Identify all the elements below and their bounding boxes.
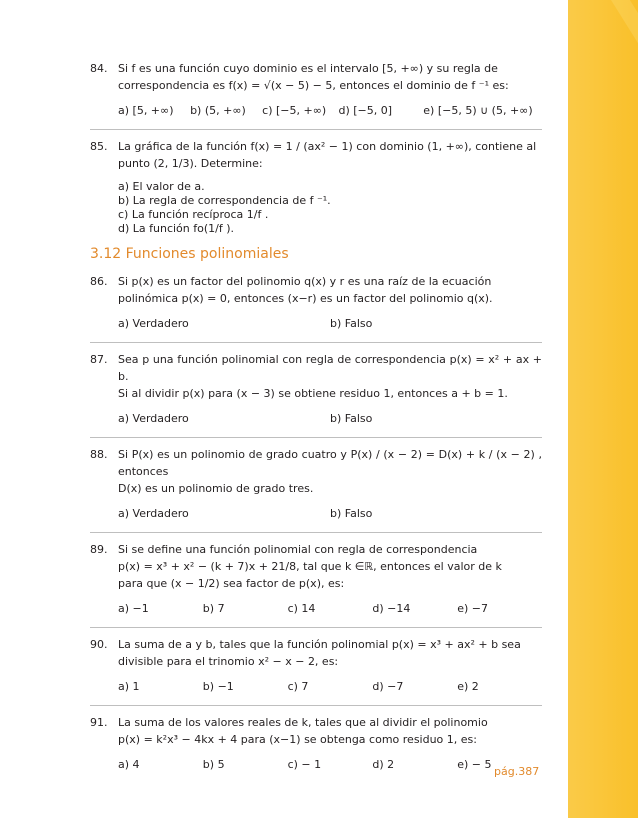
option-b: b) Falso bbox=[330, 507, 373, 520]
question-88 bbox=[90, 446, 542, 522]
option-b: b) −1 bbox=[202, 680, 234, 693]
answer-options bbox=[118, 505, 542, 522]
answer-options bbox=[118, 678, 542, 695]
question-86 bbox=[90, 273, 542, 332]
divider bbox=[90, 705, 542, 706]
option-d: d) −7 bbox=[372, 680, 404, 693]
answer-options bbox=[118, 410, 542, 427]
question-90 bbox=[90, 636, 542, 695]
subquestion-list bbox=[118, 180, 542, 236]
option-e: e) 2 bbox=[457, 680, 479, 693]
subquestion-d: d) La función fo(1/f ). bbox=[118, 222, 235, 235]
answer-options bbox=[118, 600, 542, 617]
question-87 bbox=[90, 351, 542, 427]
question-85 bbox=[90, 138, 542, 236]
answer-options bbox=[118, 102, 542, 119]
question-text-line: p(x) = x³ + x² − (k + 7)x + 21/8, tal que k ∈ℝ, entonces el valor de k bbox=[118, 560, 502, 573]
subquestion-b: b) La regla de correspondencia de f ⁻¹. bbox=[118, 194, 331, 207]
question-text-line: polinómica p(x) = 0, entonces (x−r) es un factor del polinomio q(x). bbox=[118, 292, 493, 305]
option-d: d) −14 bbox=[372, 602, 411, 615]
question-number: 91. bbox=[90, 716, 108, 729]
option-b: b) Falso bbox=[330, 412, 373, 425]
section-title: 3.12 Funciones polinomiales bbox=[90, 246, 289, 262]
question-89 bbox=[90, 541, 542, 617]
question-number: 85. bbox=[90, 140, 108, 153]
option-d: d) 2 bbox=[372, 758, 395, 771]
option-c: c) 7 bbox=[287, 680, 309, 693]
question-84 bbox=[90, 60, 542, 119]
option-a: a) [5, +∞) bbox=[118, 104, 174, 117]
option-a: a) 4 bbox=[118, 758, 140, 771]
question-text-line: p(x) = k²x³ − 4kx + 4 para (x−1) se obtenga como residuo 1, es: bbox=[118, 733, 477, 746]
subquestion-c: c) La función recíproca 1/f . bbox=[118, 208, 269, 221]
question-number: 84. bbox=[90, 62, 108, 75]
question-number: 87. bbox=[90, 353, 108, 366]
divider bbox=[90, 532, 542, 533]
option-e: e) −7 bbox=[457, 602, 488, 615]
question-text-line: D(x) es un polinomio de grado tres. bbox=[118, 482, 314, 495]
option-c: c) [−5, +∞) bbox=[262, 104, 327, 117]
question-text-line: punto (2, 1/3). Determine: bbox=[118, 157, 263, 170]
question-91 bbox=[90, 714, 542, 773]
question-text-line: Si p(x) es un factor del polinomio q(x) y r es una raíz de la ecuación bbox=[118, 275, 492, 288]
option-a: a) Verdadero bbox=[118, 317, 189, 330]
question-text-line: divisible para el trinomio x² − x − 2, es: bbox=[118, 655, 339, 668]
option-b: b) Falso bbox=[330, 317, 373, 330]
option-b: b) 5 bbox=[202, 758, 225, 771]
option-b: b) (5, +∞) bbox=[190, 104, 246, 117]
question-number: 86. bbox=[90, 275, 108, 288]
option-c: c) 14 bbox=[287, 602, 316, 615]
option-a: a) −1 bbox=[118, 602, 149, 615]
question-number: 88. bbox=[90, 448, 108, 461]
question-text-line: La suma de los valores reales de k, tales que al dividir el polinomio bbox=[118, 716, 488, 729]
option-e: e) − 5 bbox=[457, 758, 492, 771]
question-text-line: para que (x − 1/2) sea factor de p(x), es: bbox=[118, 577, 345, 590]
question-number: 90. bbox=[90, 638, 108, 651]
question-text-line: correspondencia es f(x) = √(x − 5) − 5, entonces el dominio de f ⁻¹ es: bbox=[118, 79, 509, 92]
page-number: pág.387 bbox=[494, 765, 540, 778]
question-text-line: Si se define una función polinomial con regla de correspondencia bbox=[118, 543, 478, 556]
question-text-line: La gráfica de la función f(x) = 1 / (ax² − 1) con dominio (1, +∞), contiene al bbox=[118, 140, 537, 153]
divider bbox=[90, 437, 542, 438]
divider bbox=[90, 129, 542, 130]
question-text-line: La suma de a y b, tales que la función polinomial p(x) = x³ + ax² + b sea bbox=[118, 638, 521, 651]
option-c: c) − 1 bbox=[287, 758, 322, 771]
page-content bbox=[90, 60, 542, 783]
option-b: b) 7 bbox=[202, 602, 225, 615]
divider bbox=[90, 342, 542, 343]
question-number: 89. bbox=[90, 543, 108, 556]
question-text-line: Si f es una función cuyo dominio es el intervalo [5, +∞) y su regla de bbox=[118, 62, 498, 75]
subquestion-a: a) El valor de a. bbox=[118, 180, 205, 193]
option-a: a) 1 bbox=[118, 680, 140, 693]
option-a: a) Verdadero bbox=[118, 507, 189, 520]
question-text-line: Sea p una función polinomial con regla de correspondencia p(x) = x² + ax + b. bbox=[118, 353, 542, 383]
question-text-line: Si al dividir p(x) para (x − 3) se obtiene residuo 1, entonces a + b = 1. bbox=[118, 387, 508, 400]
option-d: d) [−5, 0] bbox=[338, 104, 393, 117]
divider bbox=[90, 627, 542, 628]
answer-options bbox=[118, 315, 542, 332]
question-text-line: Si P(x) es un polinomio de grado cuatro y P(x) / (x − 2) = D(x) + k / (x − 2) , entonces bbox=[118, 448, 542, 478]
answer-options bbox=[118, 756, 542, 773]
option-e: e) [−5, 5) ∪ (5, +∞) bbox=[423, 104, 533, 117]
option-a: a) Verdadero bbox=[118, 412, 189, 425]
